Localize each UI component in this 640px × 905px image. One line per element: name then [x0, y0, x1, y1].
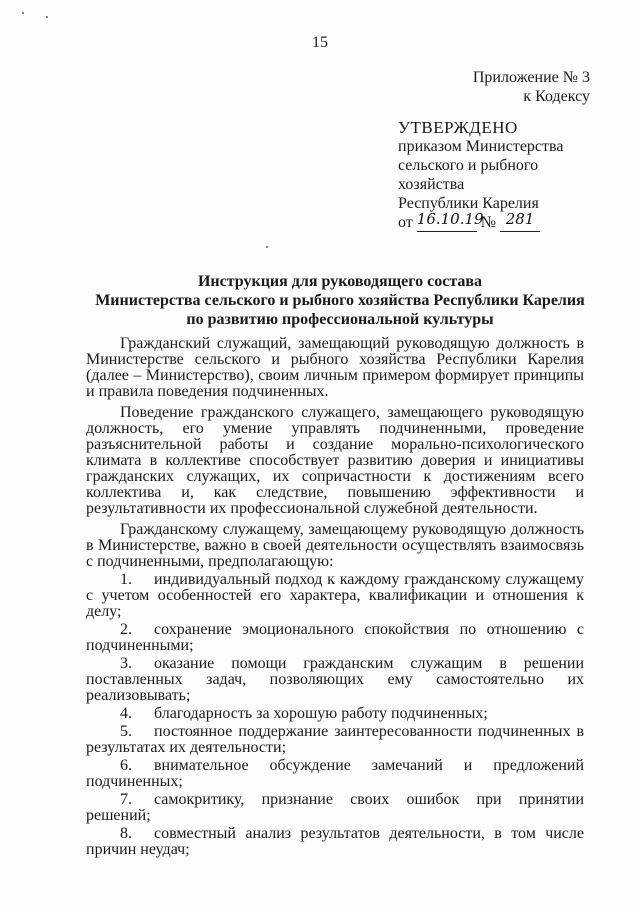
list-item-text: благодарность за хорошую работу подчиненных;	[154, 705, 488, 722]
appendix-reference	[473, 68, 590, 106]
paragraph: Поведение гражданского служащего, замещающего руководящую должность, его умение управлять подчиненными, проведение разъяснительной работы и создание морально-психологического климата в коллективе способствует развитию доверия и инициативы гражданских служащих, их сопричастности к достижениям всего коллектива и, как следствие, повышению эффективности и результативности их профессиональной служебной деятельности.	[86, 404, 584, 517]
appendix-line: к Кодексу	[523, 88, 590, 105]
title-line: Инструкция для руководящего состава	[197, 273, 483, 290]
handwritten-number: 281	[505, 210, 535, 228]
document-title	[60, 272, 620, 329]
scan-speck	[22, 12, 24, 14]
list-item	[86, 758, 584, 790]
list-item-text: постоянное поддержание заинтересованности подчиненных в результатах их деятельности;	[86, 723, 584, 756]
scan-speck	[46, 16, 48, 18]
approval-line: сельского и рыбного	[398, 157, 539, 174]
list-item-text: совместный анализ результатов деятельности, в том числе причин неудач;	[86, 825, 584, 858]
page-number: 15	[312, 34, 328, 51]
approval-date-line	[398, 210, 563, 232]
approval-line: приказом Министерства	[398, 138, 564, 155]
date-field	[416, 210, 484, 232]
list-item	[86, 792, 584, 824]
title-line: Министерства сельского и рыбного хозяйства Республики Карелия	[95, 292, 585, 309]
list-item	[86, 724, 584, 756]
approval-heading: УТВЕРЖДЕНО	[398, 118, 518, 137]
list-item-text: оказание помощи гражданским служащим в решении поставленных задач, позволяющих ему самостоятельно их реализовывать;	[86, 655, 584, 704]
from-label: от	[398, 214, 413, 231]
appendix-line: Приложение № 3	[472, 69, 590, 86]
paragraph: Гражданскому служащему, замещающему руководящую должность в Министерстве, важно в своей деятельности осуществлять взаимосвязь с подчиненными, предполагающую:	[86, 521, 584, 570]
list-item-number: 7.	[120, 791, 132, 808]
list-item-number: 3.	[120, 655, 132, 672]
list-item	[86, 706, 584, 722]
number-label: №	[480, 214, 497, 231]
approval-line: Республики Карелия	[398, 195, 539, 212]
list-item-number: 5.	[120, 723, 132, 740]
list-item-text: индивидуальный подход к каждому гражданскому служащему с учетом особенностей его характера, квалификации и отношения к делу;	[86, 571, 584, 620]
list-item	[86, 656, 584, 704]
document-body	[86, 336, 584, 858]
list-item-text: внимательное обсуждение замечаний и предложений подчиненных;	[86, 757, 584, 790]
list-item	[86, 572, 584, 620]
list-item-number: 1.	[120, 571, 132, 588]
scan-speck	[266, 246, 268, 248]
list-item-text: самокритику, признание своих ошибок при принятии решений;	[86, 791, 584, 824]
list-item	[86, 826, 584, 858]
approval-block	[398, 118, 563, 232]
list-item-number: 4.	[120, 705, 132, 722]
handwritten-date: 16.10.19	[416, 210, 484, 228]
number-field	[500, 210, 540, 232]
list-item-text: сохранение эмоционального спокойствия по отношению с подчиненными;	[86, 621, 584, 654]
approval-line: хозяйства	[398, 176, 465, 193]
list-item-number: 8.	[120, 825, 132, 842]
paragraph: Гражданский служащий, замещающий руководящую должность в Министерстве сельского и рыбного хозяйства Республики Карелия (далее – Министерство), своим личным примером формирует принципы и правила поведения подчиненных.	[86, 335, 584, 400]
list-item-number: 6.	[120, 757, 132, 774]
list-item-number: 2.	[120, 621, 132, 638]
title-line: по развитию профессиональной культуры	[186, 311, 494, 328]
list-item	[86, 622, 584, 654]
